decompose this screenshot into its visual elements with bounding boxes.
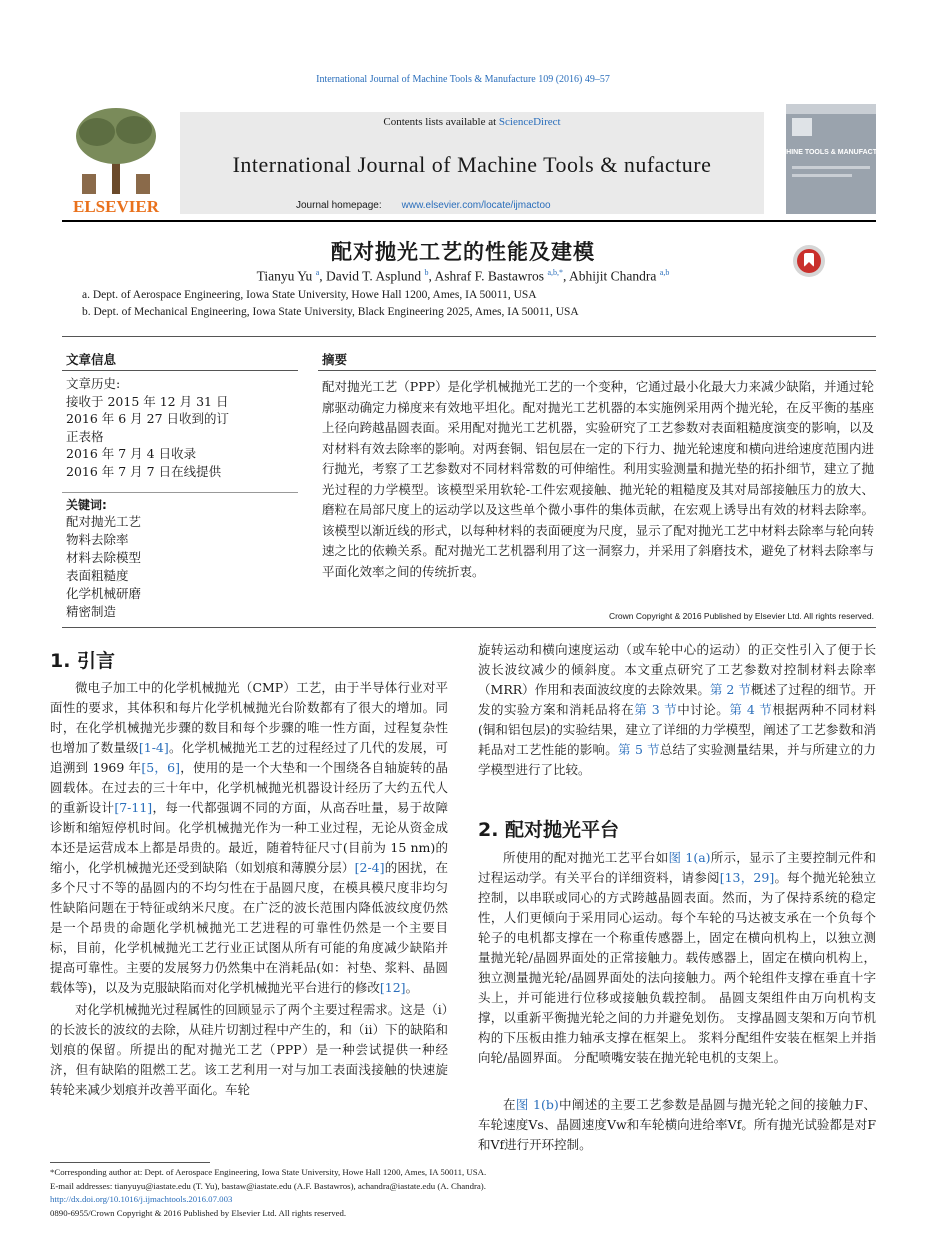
cover-title: MACHINE TOOLS & MANUFACTURE bbox=[770, 149, 892, 156]
keyword: 化学机械研磨 bbox=[66, 586, 142, 601]
text: 所使用的配对抛光工艺平台如 bbox=[503, 850, 669, 865]
divider bbox=[62, 627, 876, 628]
homepage-label: Journal homepage: bbox=[296, 200, 382, 211]
author-name[interactable]: Ashraf F. Bastawros bbox=[434, 268, 545, 284]
text: 在 bbox=[503, 1097, 516, 1112]
paragraph: 对化学机械抛光过程属性的回顾显示了两个主要过程需求。这是（i）的长波长的波纹的去除，从硅片切割过程中产生的，和（ii）下的缺陷和划痕的保留。所提出的配对抛光工艺（PPP）是一种尝试提供一种经济，但有缺陷的阻燃工艺。该工艺利用一对与加工表面浅接触的快速旋转轮来减少划痕并改善平面化。车轮 bbox=[50, 1002, 448, 1097]
section-1-body bbox=[50, 678, 448, 1100]
contents-prefix: Contents lists available at bbox=[383, 116, 499, 128]
citation-link[interactable]: [7-11] bbox=[114, 800, 153, 815]
text: 根据两种不同材料(铜和铝包层)的实验结果，建立了详细的力学模型，阐述了工艺参数和消耗品对工艺性能的影响。 bbox=[478, 702, 876, 757]
section-2-body bbox=[478, 848, 876, 1068]
section-2-body-2 bbox=[478, 1095, 876, 1155]
text: 。每个抛光轮独立控制，以串联或同心的方式跨越晶圆表面。然而，为了保持系统的稳定性，人们更倾向于采用同心运动。每个车轮的马达被支承在一个负每个轮子的电机都支撑在一个称重传感器上，固定在横向机构上，以独立测量抛光轮/晶圆界面处的正常接触力。载传感器上，固定在横向机构上，独立测量抛光轮/晶圆界面处的法向接触力。两个轮组件支撑在垂直十字头上，并可能进行位移或接触负载控制。 晶圆支架组件由万向机构支撑，以重新平衡抛光轮之间的力并避免划伤。 支撑晶圆支架和万向节机构的下压板由推力轴承支撑在框架上。 浆料分配组件安装在框架上并指向轮/晶圆界面。 分配喷嘴安装在抛光轮电机的支架上。 bbox=[478, 870, 876, 1065]
affiliation-b: b. Dept. of Mechanical Engineering, Iowa State University, Black Engineering 2025, Ames, IA 50011, USA bbox=[82, 306, 579, 318]
figure-link[interactable]: 图 1(a) bbox=[668, 850, 711, 865]
author-name[interactable]: Tianyu Yu bbox=[256, 268, 313, 284]
text: 微电子加工中的化学机械抛光（CMP）工艺，由于半导体行业对平面性的要求，其体积和每片化学机械抛光台阶数都有了很大的增加。同时，在化学机械抛光步骤的数目和每个步骤的唯一性方面，过程复杂性也增加了数量级 bbox=[50, 680, 448, 755]
section-1-body-continued bbox=[478, 640, 876, 780]
text: 的困扰，在多个尺寸不等的晶圆内的不均匀性在于晶圆尺度，在模具模尺度非均匀性缺陷问题在于特征或纳米尺度。在广泛的波长范围内降低波纹度仍然是一个昂贵的命题化学机械抛光工艺进程的可靠性仍然是一个主要目标，目前，化学机械抛光工艺行业正试图从所有可能的角度减少缺陷并提高可靠性。主要的发展努力仍然集中在消耗品(如：衬垫、浆料、晶圆载体等)，以及为克服缺陷而对化学机械抛光平台进行的修改 bbox=[50, 860, 448, 995]
section-1-heading: 1. 引言 bbox=[50, 650, 116, 672]
figure-link[interactable]: 图 1(b) bbox=[515, 1097, 559, 1112]
divider bbox=[62, 492, 298, 493]
keyword: 表面粗糙度 bbox=[66, 568, 129, 583]
citation-link[interactable]: [13，29] bbox=[719, 870, 775, 885]
author-affil-sup: a,b bbox=[659, 268, 670, 277]
header-rule bbox=[62, 220, 876, 222]
history-label: 文章历史: bbox=[66, 376, 121, 391]
contents-line bbox=[180, 116, 764, 128]
article-history bbox=[66, 375, 294, 480]
history-item: 正表格 bbox=[66, 428, 104, 444]
text: 。 bbox=[405, 980, 419, 995]
section-link[interactable]: 第 2 节 bbox=[709, 682, 751, 697]
keyword: 配对抛光工艺 bbox=[66, 514, 142, 529]
text: 旋转运动和横向速度运动（或车轮中心的运动）的正交性引入了便于长波长波纹减少的倾斜度。本文重点研究了工艺参数对控制材料去除率（MRR）作用和表面波纹度的去除效果。 bbox=[478, 642, 876, 697]
text: 概述了过程的细节。开发的实验方案和消耗品将在 bbox=[478, 682, 876, 717]
text: 所示，显示了主要控制元件和过程运动学。有关平台的详细资料，请参阅 bbox=[478, 850, 876, 885]
section-link[interactable]: 第 5 节 bbox=[618, 742, 660, 757]
footnote-rule bbox=[50, 1162, 210, 1163]
citation-link[interactable]: [1-4] bbox=[138, 740, 169, 755]
citation-link[interactable]: [12] bbox=[379, 980, 406, 995]
paragraph bbox=[50, 678, 448, 998]
divider bbox=[62, 336, 876, 337]
keyword: 物料去除率 bbox=[66, 532, 129, 547]
homepage-link[interactable]: www.elsevier.com/locate/ijmactoo bbox=[401, 200, 551, 211]
journal-title: International Journal of Machine Tools & nufacture bbox=[232, 152, 712, 177]
journal-cover bbox=[770, 104, 892, 214]
divider bbox=[62, 370, 298, 371]
abstract-text: 配对抛光工艺（PPP）是化学机械抛光工艺的一个变种，它通过最小化最大力来减少缺陷，并通过轮廓驱动确定力梯度来有效地平坦化。配对抛光工艺机器的本实施例采用两个抛光轮，在反平衡的基座上径向跨越晶圆表面。采用配对抛光工艺机器，实验研究了工艺参数对表面粗糙度演变的影响，以及对材料有效去除率的影响。对两套铜、铝包层在一定的下行力、抛光轮速度和横向进给速度范围内进行抛光，考察了工艺参数对不同材料常数的可伸缩性。利用实验测量和抛光垫的拓扑细节，建立了抛光过程的力学模型。该模型采用软轮-工件宏观接触、抛光轮的粗糙度及其对局部接触压力的放大、磨粒在局部尺度上的运动学以及这些单个微小事件的集体贡献，在宏观上诱导出有效的材料去除率。该模型以渐近线的形式，以每种材料的表面硬度为尺度，显示了配对抛光工艺中材料去除率与轮向转速之比的依赖关系。配对抛光工艺机器利用了这一洞察力，并采用了斜磨技术，避免了材料去除率与平面化效率之间的传统折衷。 bbox=[322, 379, 874, 579]
affiliation-a: a. Dept. of Aerospace Engineering, Iowa State University, Howe Hall 1200, Ames, IA 50011, USA bbox=[82, 289, 537, 301]
journal-homepage bbox=[296, 200, 551, 211]
email-note: E-mail addresses: tianyuyu@iastate.edu (T. Yu), bastaw@iastate.edu (A.F. Bastawros), achandra@iastate.edu (A. Chandra). bbox=[50, 1180, 486, 1191]
elsevier-logo bbox=[62, 104, 170, 216]
text: ，每一代都强调不同的方面，从高吞吐量，易于故障诊断和缩短停机时间。化学机械抛光作为一种工业过程，无论从资金成本还是运营成本上都是昂贵的。最近，随着特征尺寸(目前为 15 nm)的缩小，化学机械抛光还受到缺陷（如划痕和薄膜分层） bbox=[50, 800, 448, 875]
text: 中讨论。 bbox=[677, 702, 730, 717]
history-item: 接收于 2015 年 12 月 31 日 bbox=[66, 393, 229, 409]
sciencedirect-link[interactable]: ScienceDirect bbox=[498, 116, 561, 128]
paper-title: 配对抛光工艺的性能及建模 bbox=[331, 240, 595, 264]
journal-reference: International Journal of Machine Tools & Manufacture 109 (2016) 49–57 bbox=[316, 74, 610, 85]
text: ，使用的是一个大垫和一个围绕各自轴旋转的晶圆载体。在过去的三十年中，化学机械抛光机器设计经历了大约五代人的重新设计 bbox=[50, 760, 448, 815]
paragraph bbox=[478, 1095, 876, 1155]
author-affil-sup: b bbox=[424, 268, 429, 277]
section-link[interactable]: 第 4 节 bbox=[729, 702, 773, 717]
footnotes bbox=[50, 1166, 870, 1220]
history-item: 2016 年 7 月 7 日在线提供 bbox=[66, 463, 222, 479]
history-item: 2016 年 7 月 4 日收录 bbox=[66, 446, 197, 461]
text: 。化学机械抛光工艺的过程经过了几代的发展，可追溯到 1969 年 bbox=[50, 740, 448, 775]
author-affil-sup: a,b,* bbox=[547, 268, 563, 277]
keyword: 精密制造 bbox=[66, 604, 117, 619]
issn-note: 0890-6955/Crown Copyright & 2016 Published by Elsevier Ltd. All rights reserved. bbox=[50, 1207, 347, 1218]
keywords-heading: 关键词: bbox=[66, 498, 107, 512]
abstract-copyright: Crown Copyright & 2016 Published by Elsevier Ltd. All rights reserved. bbox=[608, 611, 874, 621]
citation-link[interactable]: [2-4] bbox=[354, 860, 385, 875]
history-item: 2016 年 6 月 27 日收到的订 bbox=[66, 411, 230, 426]
divider bbox=[318, 370, 876, 371]
doi-link[interactable]: http://dx.doi.org/10.1016/j.ijmachtools.2016.07.003 bbox=[50, 1194, 233, 1204]
author-name[interactable]: David T. Asplund bbox=[326, 268, 422, 284]
section-2-heading: 2. 配对抛光平台 bbox=[478, 819, 620, 841]
paragraph bbox=[478, 640, 876, 780]
corresponding-author-note: *Corresponding author at: Dept. of Aerospace Engineering, Iowa State University, Howe Hall 1200, Ames, IA 50011, USA. bbox=[50, 1167, 487, 1177]
abstract-heading: 摘要 bbox=[322, 352, 348, 367]
text: 中阐述的主要工艺参数是晶圆与抛光轮之间的接触力F、车轮速度Vs、晶圆速度Vw和车轮横向进给率Vf。所有抛光试验都是对F和Vf进行开环控制。 bbox=[478, 1097, 876, 1152]
text: 总结了实验测量结果，并与所建立的力学模型进行了比较。 bbox=[478, 742, 876, 777]
elsevier-wordmark: ELSEVIER bbox=[73, 197, 159, 216]
article-info-heading: 文章信息 bbox=[66, 352, 117, 367]
keyword-list bbox=[66, 513, 141, 621]
author-name[interactable]: Abhijit Chandra bbox=[569, 268, 657, 284]
keyword: 材料去除模型 bbox=[66, 550, 142, 565]
author-list: Tianyu Yu $^a$, David T. Asplund $^b$, Ashraf F. Bastawros $^{a,b,*}$, Abhijit Chandra $^{a,b}$ bbox=[256, 268, 670, 284]
citation-link[interactable]: [5，6] bbox=[141, 760, 181, 775]
paragraph bbox=[478, 848, 876, 1068]
section-link[interactable]: 第 3 节 bbox=[634, 702, 678, 717]
author-affil-sup: a bbox=[315, 268, 320, 277]
